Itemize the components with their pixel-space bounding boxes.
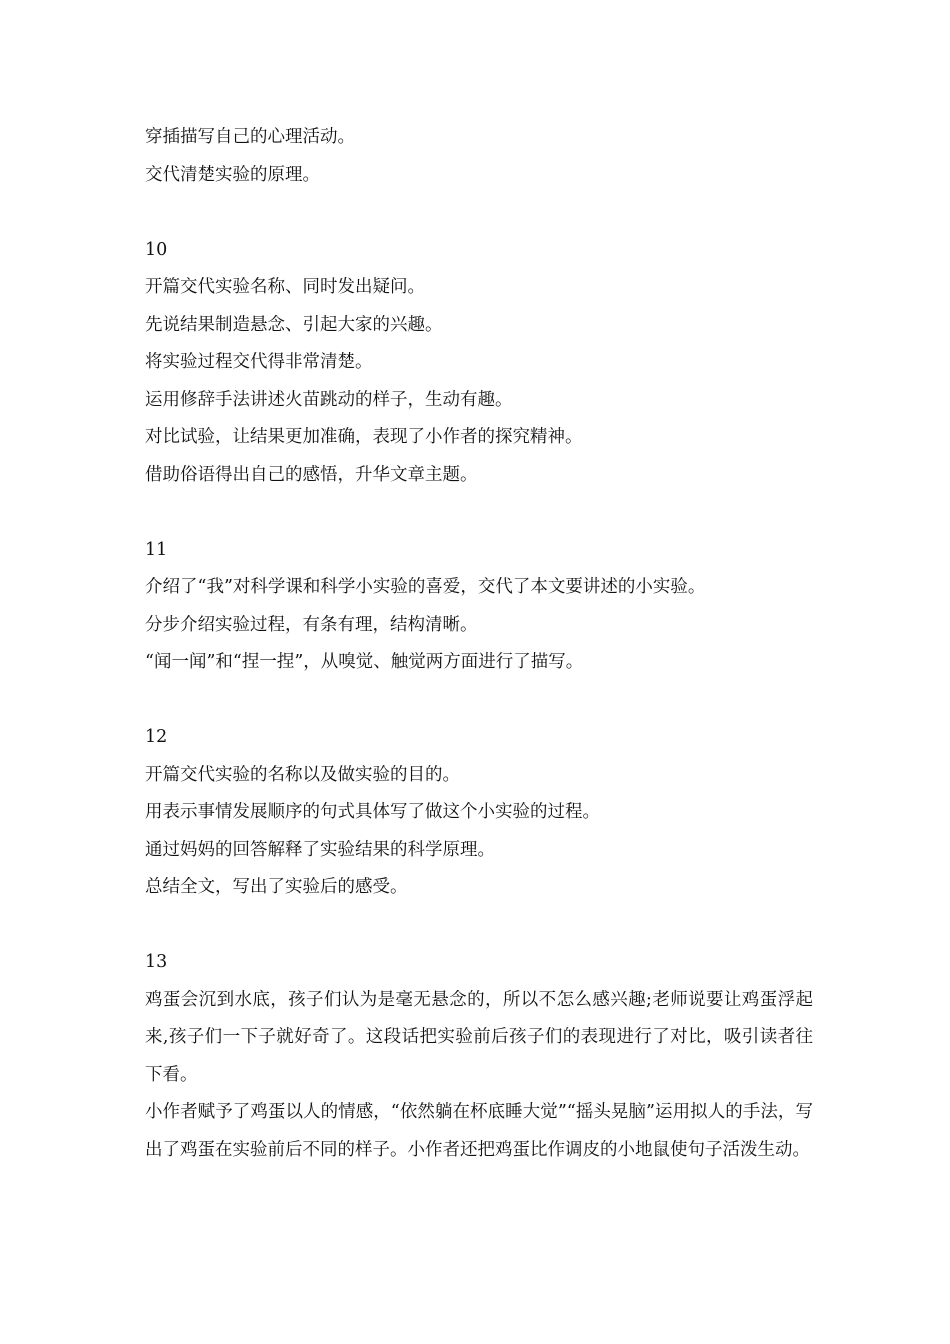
section-line: 介绍了“我”对科学课和科学小实验的喜爱，交代了本文要讲述的小实验。 (145, 577, 706, 597)
section-gap (145, 682, 813, 720)
section-line: “闻一闻”和“捏一捏”，从嗅觉、触觉两方面进行了描写。 (145, 652, 584, 672)
section-line: 总结全文，写出了实验后的感受。 (145, 877, 408, 897)
section-line: 先说结果制造悬念、引起大家的兴趣。 (145, 314, 443, 335)
section-10 (145, 232, 813, 495)
section-line: 开篇交代实验名称、同时发出疑问。 (145, 277, 425, 297)
section-line: 对比试验，让结果更加准确，表现了小作者的探究精神。 (145, 427, 583, 447)
section-line: 将实验过程交代得非常清楚。 (145, 352, 373, 372)
intro-line: 交代清楚实验的原理。 (145, 164, 320, 185)
section-number: 10 (145, 239, 168, 260)
section-line: 用表示事情发展顺序的句式具体写了做这个小实验的过程。 (145, 802, 600, 822)
section-line: 分步介绍实验过程，有条有理，结构清晰。 (145, 614, 478, 635)
document-page (145, 119, 813, 1169)
section-gap (145, 194, 813, 232)
section-13 (145, 944, 813, 1169)
section-number: 13 (145, 952, 168, 972)
section-line: 通过妈妈的回答解释了实验结果的科学原理。 (145, 839, 495, 860)
section-line: 运用修辞手法讲述火苗跳动的样子，生动有趣。 (145, 389, 513, 410)
section-line: 开篇交代实验的名称以及做实验的目的。 (145, 764, 460, 785)
intro-line: 穿插描写自己的心理活动。 (145, 127, 355, 147)
section-gap (145, 907, 813, 945)
section-paragraph: 小作者赋予了鸡蛋以人的情感，“依然躺在杯底睡大觉”“摇头晃脑”运用拟人的手法，写出了鸡蛋在实验前后不同的样子。小作者还把鸡蛋比作调皮的小地鼠使句子活泼生动。 (145, 1102, 813, 1160)
section-paragraph: 鸡蛋会沉到水底，孩子们认为是毫无悬念的，所以不怎么感兴趣;老师说要让鸡蛋浮起来,孩子们一下子就好奇了。这段话把实验前后孩子们的表现进行了对比，吸引读者往下看。 (145, 989, 813, 1085)
section-line: 借助俗语得出自己的感悟，升华文章主题。 (145, 464, 478, 485)
section-12 (145, 719, 813, 907)
section-number: 11 (145, 539, 168, 560)
section-gap (145, 494, 813, 532)
section-11 (145, 532, 813, 682)
section-number: 12 (145, 727, 168, 747)
